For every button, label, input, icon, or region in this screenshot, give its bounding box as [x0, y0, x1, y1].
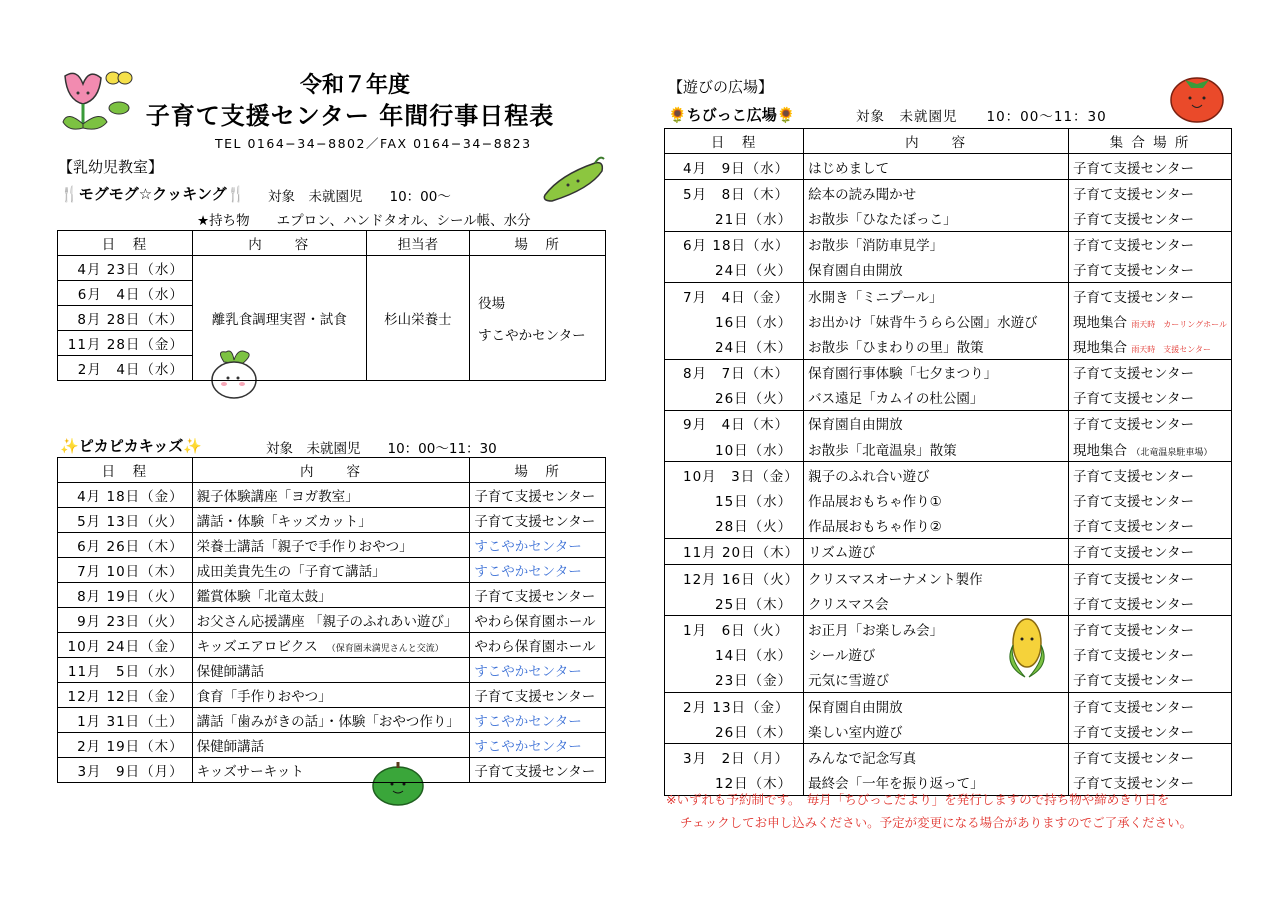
header-place: 場 所: [470, 231, 606, 256]
row-place-text: 子育て支援センター: [1073, 468, 1194, 485]
row-content: [192, 533, 470, 558]
table-row: [665, 308, 1232, 333]
row-date: 1月 31日（土）: [58, 708, 193, 733]
row-date: 24日（木）: [665, 333, 804, 359]
row-content-text: 講話・体験「キッズカット」: [196, 514, 372, 530]
row-content: 作品展おもちゃ作り①: [804, 487, 1069, 512]
table-row: [58, 533, 606, 558]
row-date: 4月 9日（水）: [665, 154, 804, 180]
row-content: 保育園自由開放: [804, 410, 1069, 436]
table-row: [665, 180, 1232, 206]
row-content: 親子のふれ合い遊び: [804, 462, 1069, 488]
row-content: 最終会「一年を振り返って」: [804, 770, 1069, 796]
row-place-text: 現地集合: [1073, 339, 1128, 356]
header-content: 内 容: [192, 231, 366, 256]
row-content: [192, 733, 470, 758]
row-date: 14日（水）: [665, 642, 804, 667]
row-place-text: 子育て支援センター: [1073, 519, 1194, 536]
header-date: 日 程: [58, 458, 193, 483]
row-place: [1069, 487, 1232, 512]
row-date: 5月 8日（木）: [665, 180, 804, 206]
row-date: 11月 5日（水）: [58, 658, 193, 683]
row-date: 15日（水）: [665, 487, 804, 512]
row-place: すこやかセンター: [470, 558, 606, 583]
row-place-text: 子育て支援センター: [1073, 545, 1194, 562]
cooking-date: 4月 23日（水）: [58, 256, 193, 281]
fiscal-year: 令和７年度: [299, 73, 410, 98]
row-place-text: 子育て支援センター: [1073, 366, 1194, 383]
row-content: 保育園自由開放: [804, 257, 1069, 283]
play-section-title: 【遊びの広場】: [668, 78, 774, 96]
cooking-date: 2月 4日（水）: [58, 356, 193, 381]
row-date: 9月 23日（火）: [58, 608, 193, 633]
row-date: 12月 12日（金）: [58, 683, 193, 708]
table-row: [665, 385, 1232, 411]
sparkle-icon: ✨: [183, 437, 203, 455]
table-row: [58, 758, 606, 783]
row-content-text: お父さん応援講座 「親子のふれあい遊び」: [196, 614, 458, 630]
row-content: 元気に雪遊び: [804, 667, 1069, 693]
row-place-text: 子育て支援センター: [1073, 494, 1194, 511]
row-content: シール遊び: [804, 642, 1069, 667]
sunflower-icon: 🌻: [668, 106, 687, 124]
cooking-name: モグモグ☆クッキング: [78, 185, 227, 203]
row-date: 4月 18日（金）: [58, 483, 193, 508]
table-row: [58, 683, 606, 708]
row-content-text: 保健師講話: [196, 739, 265, 755]
fork-knife-icon: 🍴: [226, 185, 246, 203]
table-row: [665, 257, 1232, 283]
cooking-date: 8月 28日（木）: [58, 306, 193, 331]
row-date: 26日（火）: [665, 385, 804, 411]
row-place: 子育て支援センター: [470, 758, 606, 783]
tulip-illustration: [55, 66, 135, 136]
row-content-text: 鑑賞体験「北竜太鼓」: [196, 589, 332, 605]
kids-name: ピカピカキッズ: [78, 437, 184, 455]
row-place-text: 子育て支援センター: [1073, 211, 1194, 228]
row-content: バス遠足「カムイの杜公園」: [804, 385, 1069, 411]
row-place-text: 子育て支援センター: [1073, 417, 1194, 434]
row-place: [1069, 744, 1232, 770]
row-content: [192, 758, 470, 783]
row-content-text: キッズサーキット: [196, 764, 304, 780]
row-date: 8月 7日（木）: [665, 359, 804, 385]
row-place: [1069, 410, 1232, 436]
table-row: [58, 558, 606, 583]
row-content: はじめまして: [804, 154, 1069, 180]
row-date: 23日（金）: [665, 667, 804, 693]
row-content-text: 親子体験講座「ヨガ教室」: [196, 489, 359, 505]
table-row: [665, 487, 1232, 512]
table-row: [665, 436, 1232, 462]
cooking-content: 離乳食調理実習・試食: [192, 256, 366, 381]
row-place: [1069, 538, 1232, 564]
table-row: [665, 590, 1232, 616]
cooking-place-1: 役場: [478, 296, 506, 312]
row-place: [1069, 308, 1232, 333]
sunflower-icon: 🌻: [776, 106, 796, 124]
row-date: 16日（水）: [665, 308, 804, 333]
row-place: 子育て支援センター: [470, 483, 606, 508]
row-content: [192, 483, 470, 508]
page-title: 子育て支援センター 年間行事日程表: [145, 102, 555, 130]
sparkle-icon: ✨: [60, 437, 79, 455]
play-target: 対象 未就園児 10：00〜11：30: [856, 109, 1107, 125]
contact-info: TEL 0164−34−8802／FAX 0164−34−8823: [215, 136, 532, 151]
row-content: 水開き「ミニプール」: [804, 282, 1069, 308]
table-row: [665, 231, 1232, 257]
row-place: [1069, 692, 1232, 718]
row-place: [1069, 205, 1232, 231]
cooking-place: [470, 256, 606, 381]
table-row: [58, 583, 606, 608]
infant-section-title: 【乳幼児教室】: [58, 158, 164, 176]
row-content: [192, 508, 470, 533]
row-date: 2月 13日（金）: [665, 692, 804, 718]
row-content: お散歩「ひまわりの里」散策: [804, 333, 1069, 359]
row-note: 雨天時 支援センター: [1131, 344, 1211, 354]
tomato-illustration: [1165, 68, 1229, 124]
row-content: [192, 583, 470, 608]
row-place: [1069, 282, 1232, 308]
row-place: やわら保育園ホール: [470, 608, 606, 633]
row-place: [1069, 616, 1232, 642]
table-row: [665, 410, 1232, 436]
table-row: [665, 642, 1232, 667]
row-place-text: 子育て支援センター: [1073, 160, 1194, 177]
cooking-table: [57, 230, 606, 381]
row-place-text: 子育て支援センター: [1073, 648, 1194, 665]
row-date: 10日（水）: [665, 436, 804, 462]
row-place-text: 子育て支援センター: [1073, 622, 1194, 639]
row-place: 子育て支援センター: [470, 583, 606, 608]
row-date: 1月 6日（火）: [665, 616, 804, 642]
row-place: すこやかセンター: [470, 708, 606, 733]
kids-target: 対象 未就園児 10：00〜11：30: [266, 441, 497, 457]
row-content: 保育園自由開放: [804, 692, 1069, 718]
row-content: 楽しい室内遊び: [804, 718, 1069, 744]
row-place: [1069, 718, 1232, 744]
row-date: 7月 10日（木）: [58, 558, 193, 583]
play-name: ちびっこ広場: [686, 106, 777, 124]
cooking-place-2: すこやかセンター: [478, 328, 586, 344]
table-row: [665, 154, 1232, 180]
row-place: [1069, 642, 1232, 667]
header-place: 集 合 場 所: [1069, 129, 1232, 154]
row-content-text: 栄養士講話「親子で手作りおやつ」: [196, 539, 413, 555]
table-row: [665, 692, 1232, 718]
row-content: みんなで記念写真: [804, 744, 1069, 770]
row-content: 絵本の読み聞かせ: [804, 180, 1069, 206]
row-date: 25日（木）: [665, 590, 804, 616]
cooking-date: 11月 28日（金）: [58, 331, 193, 356]
table-row: [58, 633, 606, 658]
footer-note-1: ※いずれも予約制です。 毎月「ちびっこだより」を発行しますので持ち物や締めきり日を: [666, 792, 1170, 807]
row-place-text: 子育て支援センター: [1073, 724, 1194, 741]
cooking-heading: [60, 183, 245, 204]
row-content: [192, 683, 470, 708]
row-place-text: 現地集合: [1073, 442, 1128, 459]
kids-table: [57, 457, 606, 783]
table-row: [665, 359, 1232, 385]
row-content-text: 成田美貴先生の「子育て講話」: [196, 564, 386, 580]
row-note: （北竜温泉駐車場）: [1131, 447, 1213, 458]
row-date: 11月 20日（木）: [665, 538, 804, 564]
row-content-text: 講話「歯みがきの話」・体験「おやつ作り」: [196, 714, 460, 730]
table-row: [58, 608, 606, 633]
row-place-text: 子育て支援センター: [1073, 673, 1194, 690]
row-place: [1069, 513, 1232, 539]
table-row: [58, 733, 606, 758]
kids-heading: [60, 435, 202, 456]
row-place-text: 子育て支援センター: [1073, 571, 1194, 588]
header-date: 日 程: [665, 129, 804, 154]
row-place: [1069, 154, 1232, 180]
row-content: 作品展おもちゃ作り②: [804, 513, 1069, 539]
row-date: 10月 3日（金）: [665, 462, 804, 488]
cooking-items: ★持ち物 エプロン、ハンドタオル、シール帳、水分: [197, 213, 531, 229]
row-place-text: 子育て支援センター: [1073, 699, 1194, 716]
header-content: 内 容: [192, 458, 470, 483]
row-date: 24日（火）: [665, 257, 804, 283]
table-row: [665, 282, 1232, 308]
cooking-date: 6月 4日（水）: [58, 281, 193, 306]
row-place: [1069, 565, 1232, 591]
table-row: [665, 513, 1232, 539]
row-place: [1069, 667, 1232, 693]
header-place: 場 所: [470, 458, 606, 483]
table-row: [665, 667, 1232, 693]
row-place-text: 子育て支援センター: [1073, 596, 1194, 613]
row-date: 7月 4日（金）: [665, 282, 804, 308]
row-date: 8月 19日（火）: [58, 583, 193, 608]
row-place: やわら保育園ホール: [470, 633, 606, 658]
row-place: [1069, 385, 1232, 411]
row-date: 9月 4日（木）: [665, 410, 804, 436]
row-place: 子育て支援センター: [470, 683, 606, 708]
row-date: 21日（水）: [665, 205, 804, 231]
row-date: 12日（木）: [665, 770, 804, 796]
row-date: 5月 13日（火）: [58, 508, 193, 533]
row-place-text: 子育て支援センター: [1073, 289, 1194, 306]
row-content: [192, 633, 470, 658]
row-place: すこやかセンター: [470, 533, 606, 558]
row-date: 3月 2日（月）: [665, 744, 804, 770]
row-content: [192, 658, 470, 683]
row-place-text: 子育て支援センター: [1073, 263, 1194, 280]
row-content: [192, 708, 470, 733]
table-row: [58, 658, 606, 683]
row-content: リズム遊び: [804, 538, 1069, 564]
row-date: 26日（木）: [665, 718, 804, 744]
row-content: お散歩「ひなたぼっこ」: [804, 205, 1069, 231]
table-row: [665, 718, 1232, 744]
row-place: 子育て支援センター: [470, 508, 606, 533]
footer-note-2: チェックしてお申し込みください。予定が変更になる場合がありますのでご了承ください。: [680, 815, 1193, 830]
row-content: お散歩「北竜温泉」散策: [804, 436, 1069, 462]
row-place: すこやかセンター: [470, 658, 606, 683]
table-row: [665, 205, 1232, 231]
row-content: [192, 608, 470, 633]
table-row: [58, 508, 606, 533]
row-place: [1069, 333, 1232, 359]
row-place-text: 子育て支援センター: [1073, 391, 1194, 408]
table-row: [665, 462, 1232, 488]
table-row: [58, 483, 606, 508]
table-row: [665, 565, 1232, 591]
row-content: 保育園行事体験「七夕まつり」: [804, 359, 1069, 385]
row-note: 雨天時 カーリングホール: [1131, 319, 1227, 329]
row-place: [1069, 462, 1232, 488]
row-place-text: 子育て支援センター: [1073, 238, 1194, 255]
row-place: [1069, 231, 1232, 257]
row-place: [1069, 257, 1232, 283]
row-date: 10月 24日（金）: [58, 633, 193, 658]
table-row: [58, 708, 606, 733]
fork-knife-icon: 🍴: [60, 185, 79, 203]
header-date: 日 程: [58, 231, 193, 256]
play-table: [664, 128, 1232, 796]
row-date: 6月 18日（水）: [665, 231, 804, 257]
cooking-person: 杉山栄養士: [366, 256, 470, 381]
row-place-text: 現地集合: [1073, 314, 1128, 331]
table-row: [665, 538, 1232, 564]
row-content: お出かけ「妹背牛うらら公園」水遊び: [804, 308, 1069, 333]
row-place: [1069, 436, 1232, 462]
row-content-text: キッズエアロビクス: [196, 639, 318, 655]
play-heading: [668, 104, 795, 125]
row-place-text: 子育て支援センター: [1073, 750, 1194, 767]
cooking-target: 対象 未就園児 10：00〜: [268, 189, 451, 205]
row-content: お散歩「消防車見学」: [804, 231, 1069, 257]
edamame-illustration: [540, 155, 610, 205]
row-content: [192, 558, 470, 583]
row-content-text: 食育「手作りおやつ」: [196, 689, 332, 705]
row-date: 2月 19日（木）: [58, 733, 193, 758]
table-row: [665, 744, 1232, 770]
table-row: [665, 616, 1232, 642]
row-place: [1069, 590, 1232, 616]
row-place: [1069, 359, 1232, 385]
row-content: クリスマスオーナメント製作: [804, 565, 1069, 591]
row-date: 28日（火）: [665, 513, 804, 539]
row-place-text: 子育て支援センター: [1073, 776, 1194, 793]
table-row: [665, 333, 1232, 359]
row-note: （保育園未満児さんと交流）: [331, 644, 444, 654]
header-content: 内 容: [804, 129, 1069, 154]
header-person: 担当者: [366, 231, 470, 256]
row-place: すこやかセンター: [470, 733, 606, 758]
row-content: クリスマス会: [804, 590, 1069, 616]
row-content: お正月「お楽しみ会」: [804, 616, 1069, 642]
row-date: 6月 26日（木）: [58, 533, 193, 558]
row-content-text: 保健師講話: [196, 664, 265, 680]
row-place: [1069, 180, 1232, 206]
row-date: 12月 16日（火）: [665, 565, 804, 591]
row-place-text: 子育て支援センター: [1073, 186, 1194, 203]
row-date: 3月 9日（月）: [58, 758, 193, 783]
